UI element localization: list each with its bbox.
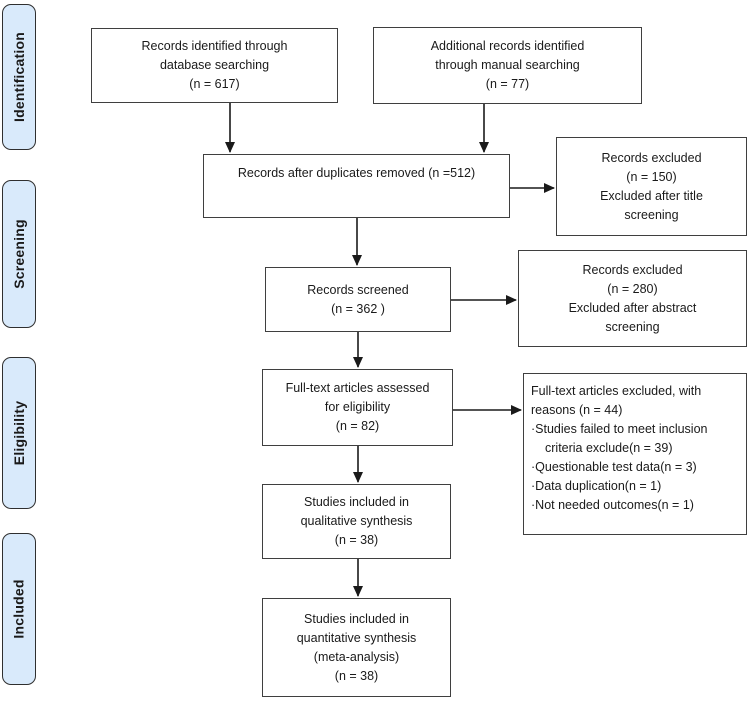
box-duplicates-removed bbox=[203, 154, 510, 218]
box-text-line: Additional records identified bbox=[430, 39, 585, 53]
stage-identification bbox=[2, 4, 36, 150]
box-text-line: Studies included in bbox=[304, 611, 409, 626]
box-text-line: Excluded after abstract bbox=[568, 300, 697, 315]
stage-eligibility bbox=[2, 357, 36, 509]
box-text-line: (n = 38) bbox=[334, 533, 379, 547]
box-text-line: (n = 362 ) bbox=[331, 301, 385, 316]
box-fulltext-excluded-reasons bbox=[523, 373, 747, 535]
box-text-line: (n = 38) bbox=[334, 668, 379, 683]
exclusion-reason: ·Studies failed to meet inclusion criteria exclude(n = 39) bbox=[531, 422, 708, 455]
box-text-line: screening bbox=[624, 207, 679, 222]
exclusion-reason: ·Data duplication(n = 1) bbox=[531, 479, 662, 493]
box-qualitative-synthesis bbox=[262, 484, 451, 559]
box-text-line: (n = 617) bbox=[189, 77, 240, 91]
stage-screening-label: Screening bbox=[11, 219, 27, 289]
stage-eligibility-label: Eligibility bbox=[11, 400, 27, 466]
box-text-line: Studies included in bbox=[304, 495, 409, 509]
box-text-line: Full-text articles assessed bbox=[285, 381, 430, 395]
stage-screening bbox=[2, 180, 36, 328]
stage-included-label: Included bbox=[11, 579, 28, 639]
box-records-screened bbox=[265, 267, 451, 332]
box-text-line: Records identified through bbox=[141, 39, 288, 53]
stage-identification-label: Identification bbox=[11, 32, 28, 122]
box-text-line: Records after duplicates removed (n =512) bbox=[237, 166, 476, 180]
box-records-excluded-title bbox=[556, 137, 747, 236]
box-records-excluded-abstract bbox=[518, 250, 747, 347]
box-text-line: quantitative synthesis bbox=[296, 630, 417, 645]
box-records-identified-database bbox=[91, 28, 338, 103]
box-quantitative-synthesis bbox=[262, 598, 451, 697]
box-text-line: (n = 77) bbox=[485, 77, 530, 91]
stage-included bbox=[2, 533, 36, 685]
box-additional-records-manual bbox=[373, 27, 642, 104]
box-text-line: Records excluded bbox=[582, 262, 683, 277]
box-text-line: Excluded after title bbox=[600, 188, 703, 203]
exclusion-reason: ·Questionable test data(n = 3) bbox=[531, 460, 697, 474]
box-text-line: (meta-analysis) bbox=[313, 649, 400, 664]
box-fulltext-assessed bbox=[262, 369, 453, 446]
box-text-line: (n = 150) bbox=[626, 169, 677, 184]
exclusion-reason: ·Not needed outcomes(n = 1) bbox=[531, 498, 694, 512]
box-text-intro: Full-text articles excluded, with reasons (n = 44) bbox=[531, 384, 702, 417]
box-text-line: (n = 82) bbox=[335, 419, 380, 433]
box-text-line: for eligibility bbox=[324, 400, 391, 414]
box-text-line: qualitative synthesis bbox=[300, 514, 413, 528]
box-text-line: Records screened bbox=[307, 282, 409, 297]
box-text-line: Records excluded bbox=[601, 150, 702, 165]
box-text-line: through manual searching bbox=[435, 58, 580, 72]
box-text-line: (n = 280) bbox=[607, 281, 658, 296]
box-text-line: database searching bbox=[159, 58, 270, 72]
box-text-line: screening bbox=[605, 319, 660, 334]
